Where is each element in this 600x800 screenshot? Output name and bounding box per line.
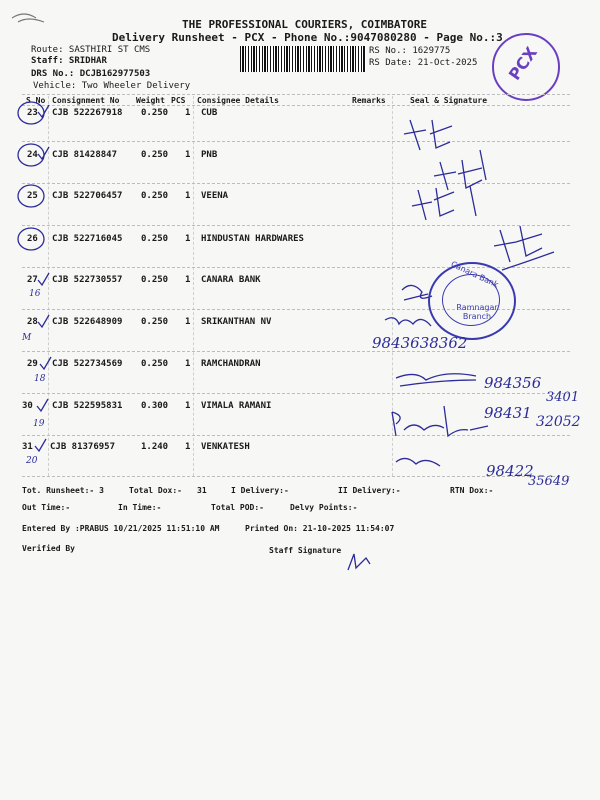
tick-mark [35, 439, 46, 451]
row-sno: 26 [27, 234, 38, 244]
row-consignment: CJB 522648909 [52, 317, 123, 327]
row-weight: 0.300 [141, 401, 169, 411]
row-weight: 0.250 [141, 150, 169, 160]
row-consignment: CJB 522267918 [52, 108, 123, 118]
row-consignment: CJB 522734569 [52, 359, 123, 369]
staff-signature-label: Staff Signature [269, 546, 342, 555]
col-pcs: PCS [171, 96, 186, 105]
row-consignee: CUB [201, 108, 218, 118]
staff-label: Staff: SRIDHAR [31, 56, 107, 66]
row-weight: 0.250 [141, 275, 169, 285]
row-consignee: VIMALA RAMANI [201, 401, 272, 411]
runsheet-title: Delivery Runsheet - PCX - Phone No.:9047080280 - Page No.:3 [112, 31, 503, 44]
row-sno: 25 [27, 191, 38, 201]
row-consignee: VENKATESH [201, 442, 250, 452]
handwritten-phone: 98431 [484, 404, 532, 422]
row-sno: 27 [27, 275, 38, 285]
total-pod: Total POD:- [211, 503, 264, 512]
row-handwritten-note: M [22, 333, 32, 343]
row-consignee: HINDUSTAN HARDWARES [201, 234, 304, 244]
tick-mark [38, 273, 49, 285]
handwritten-phone: 35649 [528, 474, 570, 489]
row-pcs: 1 [185, 359, 191, 369]
row-consignment: CJB 81428847 [52, 150, 118, 160]
sno-circle [18, 185, 44, 207]
signature [385, 318, 431, 326]
row-consignee: CANARA BANK [201, 275, 261, 285]
signature [412, 186, 476, 220]
row-handwritten-note: 16 [29, 289, 41, 299]
row-consignee: VEENA [201, 191, 229, 201]
entered-by: Entered By :PRABUS 10/21/2025 11:51:10 AM [22, 524, 220, 533]
drs-number: DRS No.: DCJB162977503 [31, 69, 151, 79]
row-consignee: PNB [201, 150, 218, 160]
signature [494, 226, 554, 270]
col-weight: Weight [136, 96, 165, 105]
row-pcs: 1 [185, 191, 191, 201]
tick-mark [40, 357, 51, 369]
row-weight: 0.250 [141, 191, 169, 201]
row-handwritten-note: 18 [34, 374, 46, 384]
handwritten-phone: 3401 [546, 390, 580, 405]
in-time: In Time:- [118, 503, 162, 512]
row-weight: 0.250 [141, 234, 169, 244]
row-pcs: 1 [185, 442, 191, 452]
row-sno: 31 [22, 442, 33, 452]
signature [396, 458, 440, 466]
col-remarks: Remarks [352, 96, 386, 105]
col-consignee: Consignee Details [197, 96, 279, 105]
row-consignment: CJB 522716045 [52, 234, 123, 244]
printed-on: Printed On: 21-10-2025 11:54:07 [245, 524, 395, 533]
row-consignee: SRIKANTHAN NV [201, 317, 272, 327]
total-dox-label: Total Dox:- [129, 486, 182, 495]
staff-signature-mark [348, 554, 370, 570]
pcx-stamp-text: PCX [504, 43, 541, 84]
row-sno: 30 [22, 401, 33, 411]
row-pcs: 1 [185, 234, 191, 244]
signature [434, 150, 486, 190]
tick-mark [38, 315, 49, 327]
sno-circle [18, 102, 44, 124]
verified-by: Verified By [22, 544, 75, 553]
row-pcs: 1 [185, 317, 191, 327]
row-weight: 0.250 [141, 108, 169, 118]
row-consignment: CJB 522730557 [52, 275, 123, 285]
row-consignment: CJB 522595831 [52, 401, 123, 411]
row-sno: 24 [27, 150, 38, 160]
row-handwritten-note: 19 [33, 419, 45, 429]
row-weight: 0.250 [141, 359, 169, 369]
row-sno: 29 [27, 359, 38, 369]
vehicle-label: Vehicle: Two Wheeler Delivery [33, 81, 191, 91]
company-name: THE PROFESSIONAL COURIERS, COIMBATORE [182, 18, 428, 31]
route-label: Route: SASTHIRI ST CMS [31, 45, 151, 55]
row-consignee: RAMCHANDRAN [201, 359, 261, 369]
rtn-dox: RTN Dox:- [450, 486, 494, 495]
ii-delivery: II Delivery:- [338, 486, 401, 495]
row-sno: 23 [27, 108, 38, 118]
rs-number: RS No.: 1629775 [369, 46, 451, 56]
row-consignment: CJB 81376957 [50, 442, 116, 452]
col-sno: S No [26, 96, 46, 105]
i-delivery: I Delivery:- [231, 486, 289, 495]
row-sno: 28 [27, 317, 38, 327]
handwritten-phone: 32052 [536, 414, 581, 430]
sno-circle [18, 228, 44, 250]
row-weight: 0.250 [141, 317, 169, 327]
row-pcs: 1 [185, 275, 191, 285]
col-seal-signature: Seal & Signature [410, 96, 488, 105]
row-pcs: 1 [185, 401, 191, 411]
bank-stamp-name: Canara Bank [449, 259, 500, 290]
row-handwritten-note: 20 [26, 456, 38, 466]
tot-runsheet: Tot. Runsheet:- 3 [22, 486, 104, 495]
sno-circle [18, 144, 44, 166]
row-consignment: CJB 522706457 [52, 191, 123, 201]
total-dox-value: 31 [197, 486, 207, 495]
signature [396, 374, 476, 386]
delvy-points: Delvy Points:- [290, 503, 358, 512]
handwritten-phone: 98422 [486, 462, 534, 480]
handwritten-phone: 9843638362 [372, 334, 468, 352]
tick-mark [37, 399, 48, 411]
row-weight: 1.240 [141, 442, 169, 452]
rs-date: RS Date: 21-Oct-2025 [369, 58, 478, 68]
signature [392, 406, 488, 436]
row-pcs: 1 [185, 108, 191, 118]
bank-stamp-branch: Ramnagar Branch [456, 303, 498, 321]
row-pcs: 1 [185, 150, 191, 160]
signature [404, 120, 452, 150]
col-consignment: Consignment No [52, 96, 120, 105]
out-time: Out Time:- [22, 503, 71, 512]
handwritten-phone: 984356 [484, 374, 542, 392]
